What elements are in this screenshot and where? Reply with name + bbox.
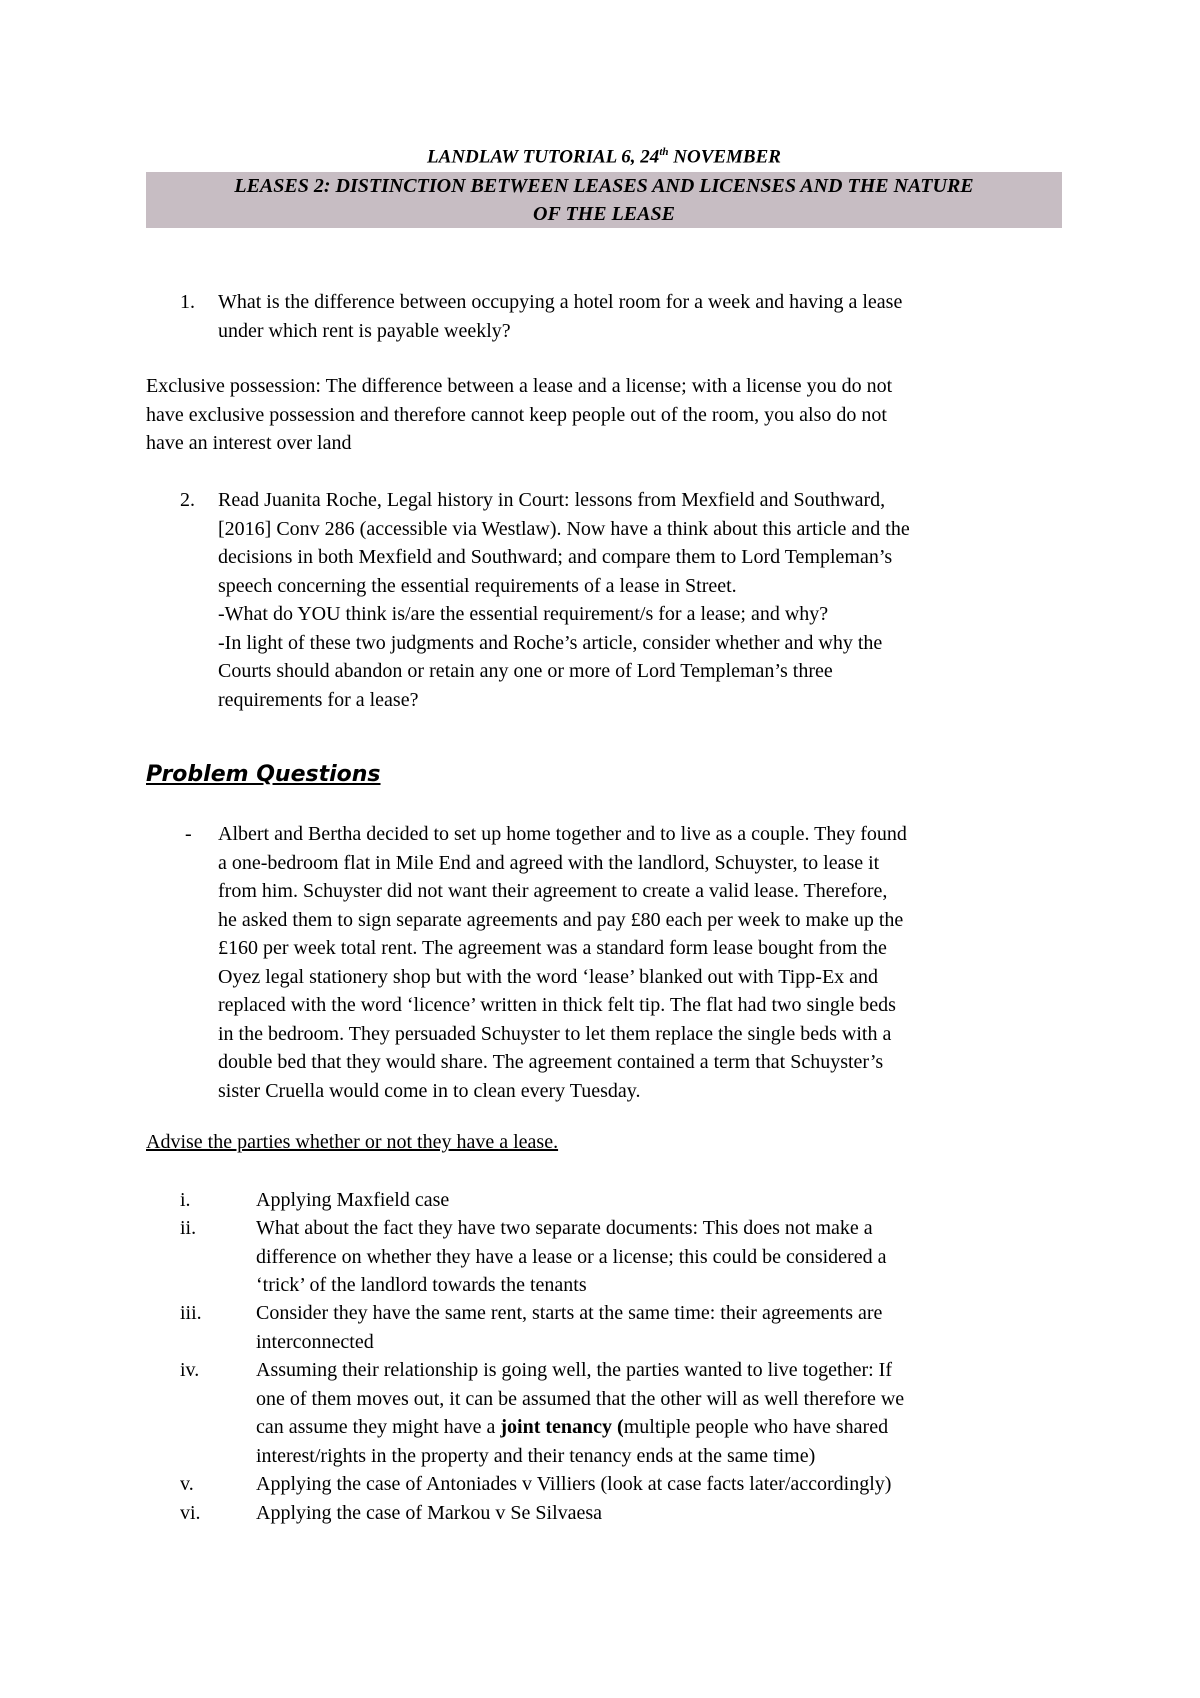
question-text: What is the difference between occupying a hotel room for a week and having a lease under which rent is payable weekly? xyxy=(218,291,903,342)
document-page: LANDLAW TUTORIAL 6, 24th NOVEMBER LEASES 2: DISTINCTION BETWEEN LEASES AND LICENSES AND THE NATURE OF THE LEASE 1. What is the difference between occupying a hotel room for a week and having a lease under which rent is payable weekly? Exclusive possession: The difference between a lease and a license; with a license you do not have exclusive possession and therefore cannot keep people out of the room, you also do not have an interest over land 2. Read Juanita Roche, Legal history in Court: lessons from Mexfield and Southward, [2016] Conv 286 (accessible via Westlaw). Now have a think about this article and the decisions in both Mexfield and Southward; and compare them to Lord Templeman’s speech concerning the essential requirements of a lease in Street. -What do YOU think is/are the essential requirement/s for a lease; and why? -In light of these two judgments and Roche’s article, consider whether and why the Courts should abandon or retain any one or more of Lord Templeman’s three requirements for a lease? Problem Questions - Albert and Bertha decided to set up home together and to live as a couple. They found a one-bedroom flat in Mile End and agreed with the landlord, Schuyster, to lease it from him. Schuyster did not want their agreement to create a valid lease. Therefore, he asked them to sign separate agreements and pay £80 each per week to make up the £160 per week total rent. The agreement was a standard form lease bought from the Oyez legal stationery shop but with the word ‘lease’ blanked out with Tipp-Ex and replaced with the word ‘licence’ written in thick felt tip. The flat had two single beds in the bedroom. They persuaded Schuyster to let them replace the single beds with a double bed that they would share. The agreement contained a term that Schuyster’s sister Cruella would come in to clean every Tuesday. Advise the parties whether or not they have a lease. i. Applying Maxfield case ii. What about the fact they have two separate documents: This does not make a difference on whether they have a lease or a license; this could be considered a ‘trick’ of the landlord towards the tenants iii. Consider they have the same rent, starts at the same time: their agreements are interconnected iv. Assuming their relationship is going well, the parties wanted to live together: If one of them moves out, it can be assumed that the other will as well therefore we can assume they might have a joint tenancy (multiple people who have shared interest/rights in the property and their tenancy ends at the same time) v. Applying the case of Antoniades v Villiers (look at case facts later/accordingly) vi. Applying the case of Markou v Se Silvaesa xyxy=(0,0,1200,1698)
advise-instruction: Advise the parties whether or not they have a lease. xyxy=(146,1131,559,1153)
joint-tenancy-term: joint tenancy ( xyxy=(500,1416,624,1438)
roman-numeral: vi. xyxy=(180,1502,201,1524)
problem-questions-heading: Problem Questions xyxy=(146,762,381,787)
roman-numeral: ii. xyxy=(180,1217,197,1239)
roman-numeral: iv. xyxy=(180,1359,200,1381)
roman-numeral: v. xyxy=(180,1473,194,1495)
scenario-text: Albert and Bertha decided to set up home together and to live as a couple. They found a one-bedroom flat in Mile End and agreed with the landlord, Schuyster, to lease it from him. Schuyster did not want their agreement to create a valid lease. Therefore, he asked them to sign separate agreements and pay £80 each per week to make up the £160 per week total rent. The agreement was a standard form lease bought from the Oyez legal stationery shop but with the word ‘lease’ blanked out with Tipp-Ex and replaced with the word ‘licence’ written in thick felt tip. The flat had two single beds in the bedroom. They persuaded Schuyster to let them replace the single beds with a double bed that they would share. The agreement contained a term that Schuyster’s sister Cruella would come in to clean every Tuesday. xyxy=(218,823,907,1102)
roman-numeral: i. xyxy=(180,1189,191,1211)
answer-1: Exclusive possession: The difference between a lease and a license; with a license you do not have exclusive possession and therefore cannot keep people out of the room, you also do not have an interest over land xyxy=(146,375,893,454)
question-number: 2. xyxy=(180,489,195,511)
banner-line: LEASES 2: DISTINCTION BETWEEN LEASES AND LICENSES AND THE NATURE xyxy=(234,175,974,197)
topic-banner xyxy=(146,172,1062,228)
question-text: Read Juanita Roche, Legal history in Court: lessons from Mexfield and Southward, [2016] Conv 286 (accessible via Westlaw). Now have a think about this article and the decisions in both Mexfield and Southward; and compare them to Lord Templeman’s speech concerning the essential requirements of a lease in Street. -What do YOU think is/are the essential requirement/s for a lease; and why? -In light of these two judgments and Roche’s article, consider whether and why the Courts should abandon or retain any one or more of Lord Templeman’s three requirements for a lease? xyxy=(218,489,910,711)
banner-line: OF THE LEASE xyxy=(533,203,675,225)
dash-bullet: - xyxy=(185,823,192,845)
tutorial-title: LANDLAW TUTORIAL 6, 24th NOVEMBER xyxy=(427,146,781,168)
title-superscript: th xyxy=(659,146,669,158)
question-number: 1. xyxy=(180,291,195,313)
roman-numeral: iii. xyxy=(180,1302,202,1324)
